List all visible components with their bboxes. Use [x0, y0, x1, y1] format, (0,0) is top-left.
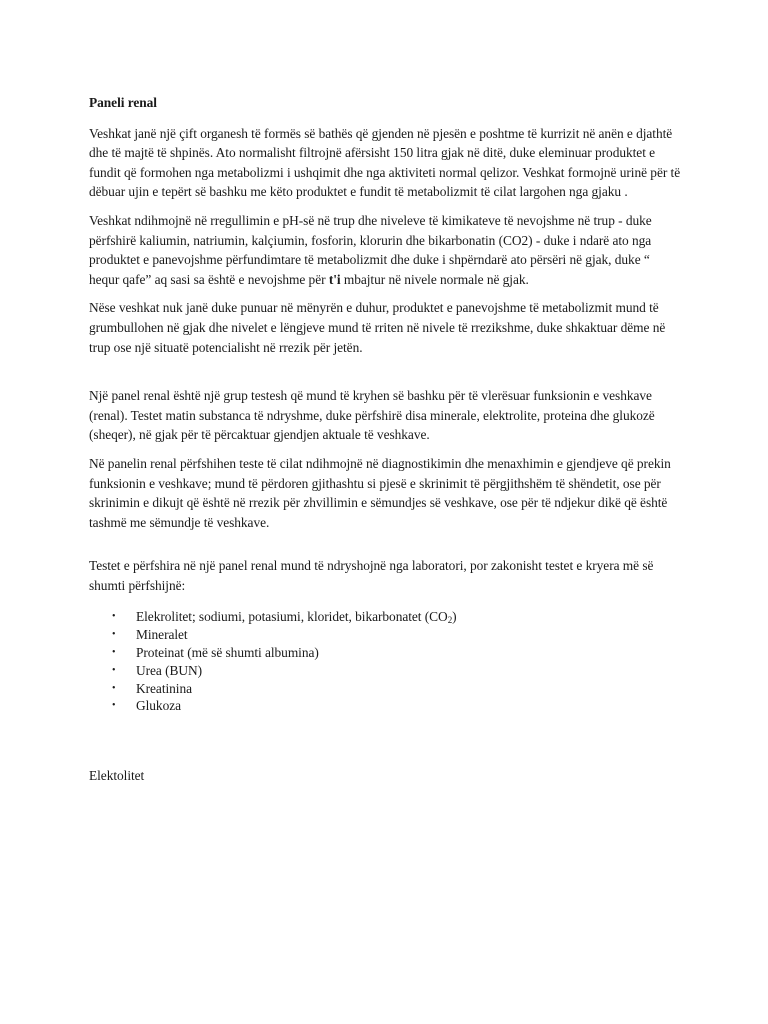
bullet-icon: •	[112, 664, 116, 676]
paragraph-renal-panel-definition: Një panel renal është një grup testesh që mund të kryhen së bashku për të vlerësuar funksionin e veshkave (renal). Testet matin substanca të ndryshme, duke përfshirë disa minerale, elektrolite, proteina dhe glukozë (sheqer), në gjak për të përcaktuar gjendjen aktuale të veshkave.	[89, 388, 655, 443]
paragraph-kidneys-regulation	[89, 211, 681, 289]
list-item	[89, 697, 681, 715]
bullet-icon: •	[112, 682, 116, 694]
list-item-text: Kreatinina	[136, 680, 193, 696]
bullet-icon: •	[112, 629, 116, 641]
list-item	[89, 626, 681, 644]
list-item-text: Proteinat (më së shumti albumina)	[136, 645, 319, 661]
tests-list	[89, 608, 681, 715]
list-item-text-end: )	[452, 609, 457, 625]
list-item-text: Elekrolitet; sodiumi, potasiumi, kloridet, bikarbonatet (CO	[136, 609, 448, 625]
subscript-text: 2	[447, 615, 453, 626]
bullet-icon: •	[112, 647, 116, 659]
bullet-icon: •	[112, 611, 116, 623]
list-item	[89, 680, 681, 698]
document-page	[89, 93, 681, 795]
list-item	[89, 644, 681, 662]
list-item-text: Mineralet	[136, 627, 188, 643]
list-item-text: Urea (BUN)	[136, 662, 203, 678]
paragraph-text: Veshkat ndihmojnë në rregullimin e pH-së në trup dhe niveleve të kimikateve të nevojshme në trup - duke përfshirë kaliumin, natriumin, kalçiumin, fosforin, klorurin dhe bikarbonatin (CO2) - duke i ndarë ato nga produktet e panevojshme përfundimtare të metabolizmit dhe duke i shpërndarë ato përsëri në gjak, duke “ hequr qafe” aq sasi sa është e nevojshme për	[89, 212, 652, 287]
list-item-text: Glukoza	[136, 698, 182, 714]
bullet-icon: •	[112, 700, 116, 712]
paragraph-text: mbajtur në nivele normale në gjak.	[340, 271, 529, 287]
section-heading-electrolytes: Elektolitet	[89, 768, 145, 784]
list-item	[89, 662, 681, 680]
paragraph-kidneys-intro: Veshkat janë një çift organesh të formës së bathës që gjenden në pjesën e poshtme të kurrizit në anën e djathtë dhe të majtë të shpinës. Ato normalisht filtrojnë afërsisht 150 litra gjak në ditë, duke eleminuar produktet e fundit që formohen nga metabolizmi i ushqimit dhe nga aktiviteti normal qelizor. Veshkat formojnë urinë për të dëbuar ujin e tepërt së bashku me këto produktet e fundit të metabolizmit të cilat largohen nga gjaku .	[89, 125, 681, 200]
list-item	[89, 608, 681, 626]
document-title: Paneli renal	[89, 95, 157, 110]
paragraph-tests-intro: Testet e përfshira në një panel renal mund të ndryshojnë nga laboratori, por zakonisht testet e kryera më së shumti përfshijnë:	[89, 558, 654, 593]
bold-text: t'i	[328, 271, 341, 287]
paragraph-kidney-failure: Nëse veshkat nuk janë duke punuar në mënyrën e duhur, produktet e panevojshme të metabolizmit mund të grumbullohen në gjak dhe nivelet e lëngjeve mund të rriten në nivele të rrezikshme, duke shkaktuar dëme në trup ose një situatë potencialisht në rrezik për jetën.	[89, 300, 666, 355]
paragraph-renal-panel-uses: Në panelin renal përfshihen teste të cilat ndihmojnë në diagnostikimin dhe menaxhimin e gjendjeve që prekin funksionin e veshkave; mund të përdoren gjithashtu si pjesë e skrinimit të përgjithshëm të shëndetit, ose për skrinimin e dikujt që është në rrezik për zhvillimin e sëmundjes së veshkave, ose për të ndjekur dikë që është tashmë me sëmundje të veshkave.	[89, 455, 671, 530]
